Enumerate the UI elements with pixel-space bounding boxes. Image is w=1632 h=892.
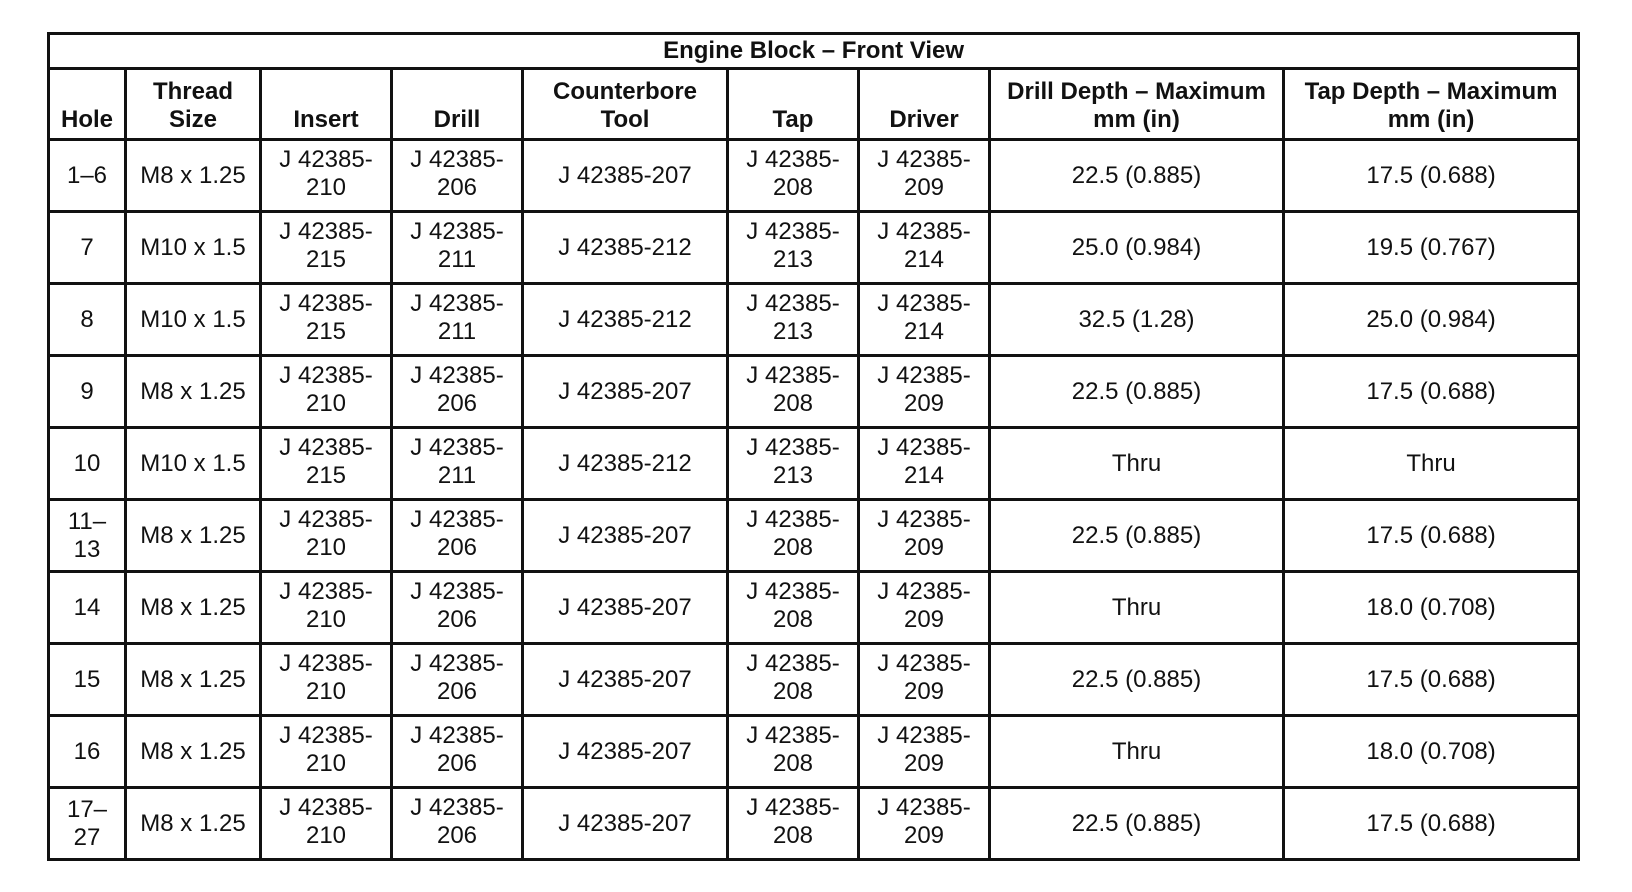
cell-drill-depth: 22.5 (0.885) [990, 140, 1284, 212]
cell-hole [49, 644, 126, 716]
cell-text: 214 [903, 318, 945, 345]
cell-tap-depth: 17.5 (0.688) [1284, 644, 1579, 716]
table-row [49, 428, 1579, 500]
cell-tap [728, 572, 859, 644]
table-body [49, 140, 1579, 860]
cell-hole [49, 212, 126, 284]
header-drill-depth-max [990, 69, 1284, 140]
cell-text: J 42385- [410, 578, 504, 605]
cell-drill-depth: Thru [990, 428, 1284, 500]
cell-text: 208 [772, 822, 814, 849]
cell-tap [728, 716, 859, 788]
cell-text: 10 [73, 449, 101, 477]
cell-counterbore: J 42385-207 [523, 500, 728, 572]
cell-tap-depth: 17.5 (0.688) [1284, 500, 1579, 572]
cell-text: 210 [305, 174, 347, 201]
cell-tap [728, 788, 859, 860]
cell-counterbore: J 42385-207 [523, 140, 728, 212]
cell-text: J 42385- [279, 290, 373, 317]
cell-text: 9 [80, 377, 94, 405]
cell-insert [261, 500, 392, 572]
table-header-row [49, 69, 1579, 140]
cell-drill [392, 140, 523, 212]
cell-text: 208 [772, 390, 814, 417]
cell-insert [261, 572, 392, 644]
cell-tap-depth: 17.5 (0.688) [1284, 788, 1579, 860]
cell-text: 15 [73, 665, 101, 693]
cell-text: 214 [903, 246, 945, 273]
table-row [49, 140, 1579, 212]
header-text: mm (in) [1387, 106, 1475, 133]
cell-text: J 42385- [279, 722, 373, 749]
cell-text: 211 [437, 462, 477, 489]
cell-text: 209 [903, 174, 945, 201]
cell-tap-depth: 18.0 (0.708) [1284, 716, 1579, 788]
cell-text: 14 [73, 593, 101, 621]
cell-hole [49, 284, 126, 356]
cell-counterbore: J 42385-207 [523, 716, 728, 788]
cell-text: 213 [772, 462, 814, 489]
header-text: Drill [433, 106, 481, 133]
cell-driver [859, 284, 990, 356]
cell-text: J 42385- [877, 362, 971, 389]
cell-text: J 42385- [410, 362, 504, 389]
cell-thread: M8 x 1.25 [126, 140, 261, 212]
cell-drill [392, 356, 523, 428]
header-drill [392, 69, 523, 140]
cell-insert [261, 644, 392, 716]
cell-text: 206 [436, 678, 478, 705]
cell-text: 206 [436, 534, 478, 561]
header-text: Tap [772, 106, 814, 133]
header-insert [261, 69, 392, 140]
cell-text: 1–6 [66, 161, 108, 189]
cell-text: 215 [305, 246, 347, 273]
cell-text: 16 [73, 737, 101, 765]
cell-thread: M8 x 1.25 [126, 788, 261, 860]
cell-thread: M10 x 1.5 [126, 428, 261, 500]
cell-hole [49, 572, 126, 644]
cell-text: 215 [305, 318, 347, 345]
cell-driver [859, 140, 990, 212]
cell-thread: M8 x 1.25 [126, 572, 261, 644]
header-text: Size [168, 106, 218, 133]
engine-block-table [47, 32, 1580, 861]
cell-text: 208 [772, 174, 814, 201]
header-text: Drill Depth – Maximum [1007, 78, 1266, 105]
cell-text: J 42385- [877, 434, 971, 461]
cell-text: 213 [772, 246, 814, 273]
cell-drill-depth: 22.5 (0.885) [990, 356, 1284, 428]
cell-hole [49, 500, 126, 572]
table-row [49, 284, 1579, 356]
cell-insert [261, 356, 392, 428]
cell-text: 17– [66, 795, 108, 823]
cell-driver [859, 644, 990, 716]
cell-text: J 42385- [279, 506, 373, 533]
cell-drill-depth: Thru [990, 716, 1284, 788]
cell-hole [49, 788, 126, 860]
header-thread-size [126, 69, 261, 140]
cell-tap-depth: 18.0 (0.708) [1284, 572, 1579, 644]
table-title-row [49, 34, 1579, 69]
header-text: Tap Depth – Maximum [1304, 78, 1558, 105]
cell-text: J 42385- [746, 434, 840, 461]
cell-text: J 42385- [279, 650, 373, 677]
cell-text: 206 [436, 822, 478, 849]
cell-tap [728, 428, 859, 500]
cell-text: 209 [903, 390, 945, 417]
header-counterbore-tool [523, 69, 728, 140]
cell-text: J 42385- [410, 146, 504, 173]
cell-thread: M8 x 1.25 [126, 644, 261, 716]
cell-text: J 42385- [746, 650, 840, 677]
cell-thread: M8 x 1.25 [126, 716, 261, 788]
cell-text: 11– [67, 507, 107, 535]
cell-tap [728, 212, 859, 284]
cell-text: J 42385- [746, 722, 840, 749]
table-title: Engine Block – Front View [49, 34, 1579, 69]
cell-text: 209 [903, 750, 945, 777]
header-text: Driver [889, 106, 959, 133]
cell-drill [392, 500, 523, 572]
cell-text: 211 [437, 246, 477, 273]
table-row [49, 788, 1579, 860]
cell-hole [49, 140, 126, 212]
cell-drill-depth: 25.0 (0.984) [990, 212, 1284, 284]
header-driver [859, 69, 990, 140]
cell-text: J 42385- [877, 722, 971, 749]
cell-text: 13 [73, 535, 101, 563]
cell-text: J 42385- [746, 578, 840, 605]
cell-text: 208 [772, 606, 814, 633]
cell-tap-depth: 25.0 (0.984) [1284, 284, 1579, 356]
cell-drill [392, 428, 523, 500]
cell-text: 210 [305, 606, 347, 633]
cell-thread: M10 x 1.5 [126, 284, 261, 356]
cell-text: J 42385- [410, 506, 504, 533]
cell-text: J 42385- [279, 578, 373, 605]
cell-tap [728, 140, 859, 212]
cell-text: 210 [305, 750, 347, 777]
cell-text: 210 [305, 822, 347, 849]
cell-text: 213 [772, 318, 814, 345]
cell-text: J 42385- [279, 362, 373, 389]
header-tap-depth-max [1284, 69, 1579, 140]
cell-text: J 42385- [877, 290, 971, 317]
cell-insert [261, 284, 392, 356]
cell-text: 8 [80, 305, 94, 333]
cell-driver [859, 356, 990, 428]
cell-drill [392, 212, 523, 284]
cell-text: J 42385- [877, 650, 971, 677]
cell-insert [261, 428, 392, 500]
cell-tap-depth: Thru [1284, 428, 1579, 500]
header-text: Counterbore [553, 78, 697, 105]
cell-thread: M8 x 1.25 [126, 500, 261, 572]
cell-text: 209 [903, 822, 945, 849]
cell-driver [859, 212, 990, 284]
cell-counterbore: J 42385-212 [523, 212, 728, 284]
cell-text: 206 [436, 174, 478, 201]
cell-text: 209 [903, 606, 945, 633]
cell-drill-depth: Thru [990, 572, 1284, 644]
cell-text: 215 [305, 462, 347, 489]
cell-drill-depth: 32.5 (1.28) [990, 284, 1284, 356]
cell-driver [859, 788, 990, 860]
cell-counterbore: J 42385-207 [523, 356, 728, 428]
cell-tap [728, 284, 859, 356]
cell-insert [261, 716, 392, 788]
cell-text: 27 [73, 823, 101, 851]
cell-drill [392, 788, 523, 860]
table-row [49, 356, 1579, 428]
cell-text: J 42385- [279, 794, 373, 821]
cell-text: J 42385- [279, 218, 373, 245]
cell-counterbore: J 42385-207 [523, 572, 728, 644]
cell-text: 214 [903, 462, 945, 489]
cell-driver [859, 716, 990, 788]
header-text: Hole [60, 106, 113, 133]
header-text: Tool [600, 106, 650, 133]
cell-text: J 42385- [410, 218, 504, 245]
cell-text: J 42385- [877, 794, 971, 821]
cell-text: J 42385- [877, 218, 971, 245]
cell-counterbore: J 42385-212 [523, 284, 728, 356]
header-text: Thread [152, 78, 233, 105]
cell-text: 206 [436, 750, 478, 777]
header-tap [728, 69, 859, 140]
cell-insert [261, 212, 392, 284]
cell-text: J 42385- [410, 650, 504, 677]
cell-drill [392, 284, 523, 356]
table-row [49, 500, 1579, 572]
cell-hole [49, 716, 126, 788]
cell-counterbore: J 42385-207 [523, 644, 728, 716]
cell-text: J 42385- [746, 146, 840, 173]
cell-text: J 42385- [746, 218, 840, 245]
cell-text: J 42385- [877, 506, 971, 533]
cell-text: 208 [772, 534, 814, 561]
cell-tap-depth: 19.5 (0.767) [1284, 212, 1579, 284]
cell-text: 7 [80, 233, 94, 261]
table-row [49, 212, 1579, 284]
cell-drill-depth: 22.5 (0.885) [990, 644, 1284, 716]
cell-drill [392, 572, 523, 644]
cell-text: J 42385- [746, 506, 840, 533]
cell-text: 210 [305, 534, 347, 561]
cell-hole [49, 356, 126, 428]
cell-tap [728, 356, 859, 428]
cell-text: 206 [436, 390, 478, 417]
cell-text: J 42385- [410, 722, 504, 749]
cell-thread: M10 x 1.5 [126, 212, 261, 284]
cell-tap [728, 500, 859, 572]
cell-text: 211 [437, 318, 477, 345]
table-row [49, 572, 1579, 644]
cell-insert [261, 788, 392, 860]
cell-text: 210 [305, 678, 347, 705]
cell-text: J 42385- [877, 146, 971, 173]
cell-text: 208 [772, 678, 814, 705]
cell-text: 206 [436, 606, 478, 633]
cell-text: J 42385- [746, 362, 840, 389]
cell-text: 208 [772, 750, 814, 777]
cell-drill [392, 716, 523, 788]
cell-text: 210 [305, 390, 347, 417]
cell-driver [859, 428, 990, 500]
cell-tap-depth: 17.5 (0.688) [1284, 140, 1579, 212]
cell-text: J 42385- [410, 290, 504, 317]
cell-counterbore: J 42385-207 [523, 788, 728, 860]
cell-text: J 42385- [279, 146, 373, 173]
table-row [49, 644, 1579, 716]
cell-hole [49, 428, 126, 500]
header-text: mm (in) [1093, 106, 1180, 133]
cell-drill-depth: 22.5 (0.885) [990, 500, 1284, 572]
cell-insert [261, 140, 392, 212]
cell-counterbore: J 42385-212 [523, 428, 728, 500]
cell-tap-depth: 17.5 (0.688) [1284, 356, 1579, 428]
cell-drill-depth: 22.5 (0.885) [990, 788, 1284, 860]
cell-text: 209 [903, 678, 945, 705]
cell-text: J 42385- [279, 434, 373, 461]
cell-text: J 42385- [410, 794, 504, 821]
header-hole [49, 69, 126, 140]
cell-text: J 42385- [877, 578, 971, 605]
cell-text: J 42385- [746, 794, 840, 821]
cell-tap [728, 644, 859, 716]
cell-drill [392, 644, 523, 716]
cell-text: 209 [903, 534, 945, 561]
header-text: Insert [293, 106, 359, 133]
cell-text: J 42385- [746, 290, 840, 317]
cell-thread: M8 x 1.25 [126, 356, 261, 428]
table-row [49, 716, 1579, 788]
cell-driver [859, 500, 990, 572]
cell-text: J 42385- [410, 434, 504, 461]
cell-driver [859, 572, 990, 644]
